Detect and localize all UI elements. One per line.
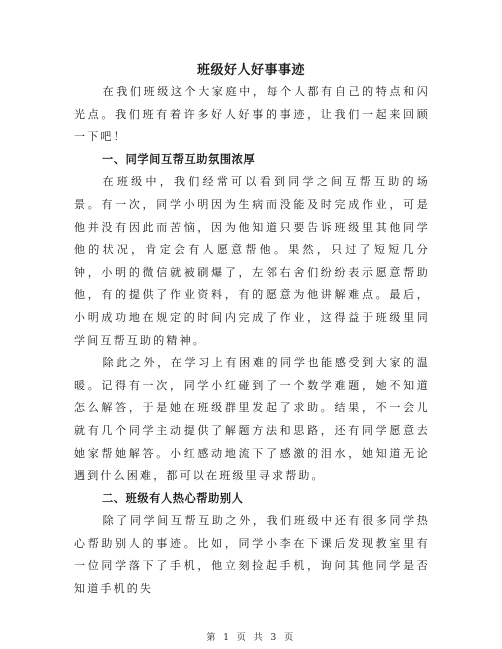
section2-paragraph-1: 除了同学间互帮互助之外，我们班级中还有很多同学热心帮助别人的事迹。比如，同学小李在下课后发现教室里有一位同学落下了手机，他立刻捡起手机，询问其他同学是否知道手机的失	[74, 514, 430, 596]
intro-paragraph: 在我们班级这个大家庭中，每个人都有自己的特点和闪光点。我们班有着许多好人好事的事迹，让我们一起来回顾一下吧！	[74, 85, 430, 144]
page-footer: 第 1 页 共 3 页	[206, 633, 296, 643]
section-heading-2: 二、班级有人热心帮助别人	[102, 491, 244, 505]
document-body	[74, 81, 430, 601]
document-title: 班级好人好事事迹	[196, 63, 305, 78]
section-heading-1: 一、同学间互帮互助氛围浓厚	[102, 152, 256, 166]
section1-paragraph-2: 除此之外，在学习上有困难的同学也能感受到大家的温暖。记得有一次，同学小红碰到了一个数学难题，她不知道怎么解答，于是她在班级群里发起了求助。结果，不一会儿就有几个同学主动提供了解题方法和思路，还有同学愿意去她家帮她解答。小红感动地流下了感激的泪水，她知道无论遇到什么困难，都可以在班级里寻求帮助。	[74, 356, 430, 483]
section1-paragraph-1: 在班级中，我们经常可以看到同学之间互帮互助的场景。有一次，同学小明因为生病而没能及时完成作业，可是他并没有因此而苦恼，因为他知道只要告诉班级里其他同学他的状况，肯定会有人愿意帮他。果然，只过了短短几分钟，小明的微信就被刷爆了，左邻右舍们纷纷表示愿意帮助他，有的提供了作业资料，有的愿意为他讲解难点。最后，小明成功地在规定的时间内完成了作业，这得益于班级里同学间互帮互助的精神。	[74, 175, 430, 347]
